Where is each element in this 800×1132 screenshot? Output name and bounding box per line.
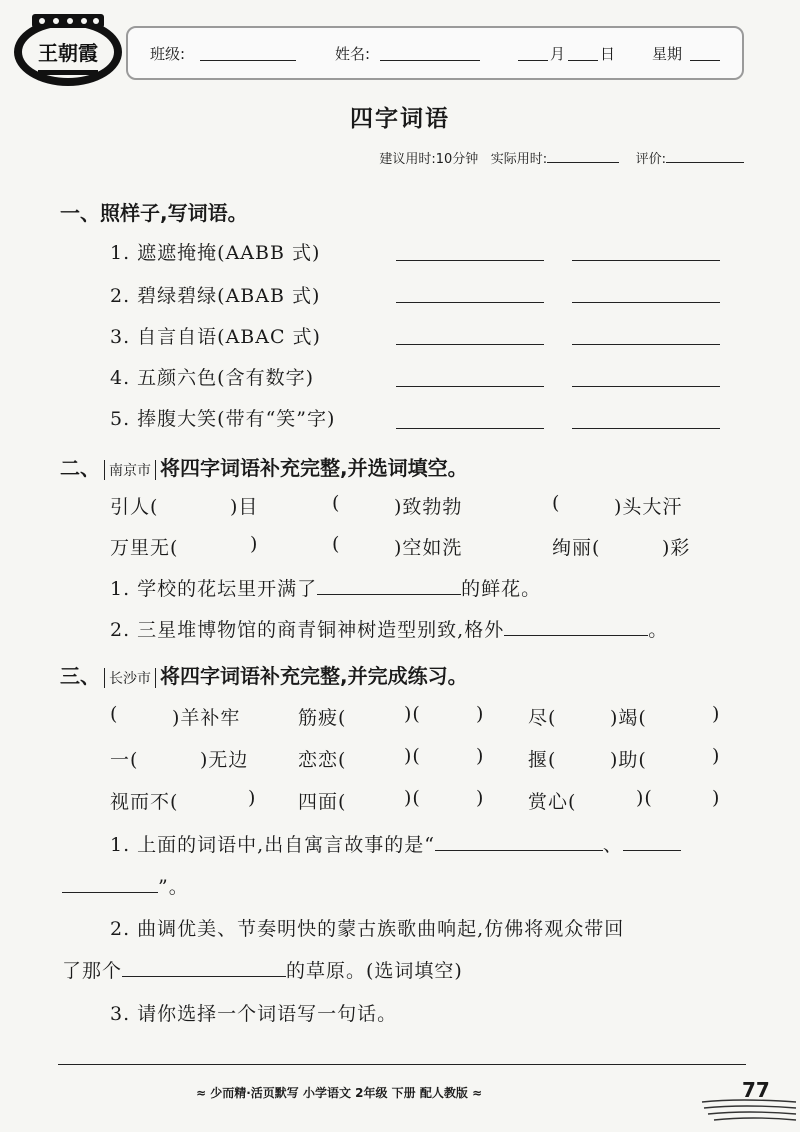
section1-item-5: 5. 捧腹大笑(带有“笑”字) — [110, 408, 336, 430]
section1-heading: 一、照样子,写词语。 — [60, 201, 248, 225]
idiom-fragment: ) — [712, 703, 721, 725]
class-label: 班级: — [150, 45, 186, 63]
idiom-fragment: 揠( — [528, 749, 557, 771]
answer-blank[interactable] — [623, 850, 681, 851]
idiom-fragment: 一( — [110, 749, 139, 771]
idiom-fragment: ) — [476, 787, 485, 809]
page-swirl-decoration — [700, 1092, 798, 1124]
section1-item-3: 3. 自言自语(ABAC 式) — [110, 326, 321, 348]
idiom-fragment: )( — [404, 745, 421, 767]
actual-time-field[interactable] — [547, 162, 619, 163]
section2-heading-text: 将四字词语补充完整,并选词填空。 — [160, 456, 468, 480]
section2-question-2 — [110, 615, 668, 642]
question-text: 。 — [648, 619, 669, 641]
time-info — [379, 148, 744, 167]
answer-line[interactable] — [572, 428, 720, 429]
section2-question-1 — [110, 574, 541, 601]
month-field[interactable] — [518, 60, 548, 61]
idiom-fragment: )( — [404, 787, 421, 809]
idiom-fragment: 恋恋( — [298, 749, 347, 771]
answer-line[interactable] — [396, 344, 544, 345]
idiom-fragment: 赏心( — [528, 791, 577, 813]
weekday-label: 星期 — [652, 45, 683, 63]
idiom-fragment: ) — [476, 703, 485, 725]
idiom-fragment: 四面( — [298, 791, 347, 813]
suggested-time: 建议用时:10分钟 — [379, 152, 479, 167]
section3-question-1 — [110, 830, 681, 857]
section1-item-2: 2. 碧绿碧绿(ABAB 式) — [110, 285, 321, 307]
idiom-fragment: )无边 — [200, 749, 249, 771]
idiom-fragment: )空如洗 — [394, 537, 463, 559]
section3-heading — [60, 660, 468, 689]
section2-number: 二、 — [60, 456, 100, 480]
section2-city-tag: 南京市 — [104, 460, 156, 480]
name-label: 姓名: — [335, 45, 371, 63]
question-text: 、 — [602, 834, 623, 856]
answer-blank[interactable] — [504, 635, 648, 636]
sentence-answer-line[interactable] — [58, 1064, 746, 1065]
section3-heading-text: 将四字词语补充完整,并完成练习。 — [160, 664, 468, 688]
name-field[interactable] — [380, 60, 480, 61]
idiom-fragment: )彩 — [662, 537, 691, 559]
answer-line[interactable] — [572, 344, 720, 345]
footer-text: ≈ 少而精·活页默写 小学语文 2年级 下册 配人教版 ≈ — [196, 1086, 483, 1100]
answer-blank[interactable] — [122, 976, 286, 977]
day-field[interactable] — [568, 60, 598, 61]
idiom-fragment: 尽( — [528, 707, 557, 729]
question-text: ”。 — [158, 876, 189, 898]
rating-label: 评价: — [635, 152, 666, 167]
idiom-fragment: ( — [332, 533, 341, 555]
question-text: 了那个 — [62, 960, 123, 982]
answer-blank[interactable] — [62, 892, 158, 893]
idiom-fragment: )致勃勃 — [394, 496, 463, 518]
idiom-fragment: ) — [250, 533, 259, 555]
idiom-fragment: )( — [404, 703, 421, 725]
idiom-fragment: ( — [552, 492, 561, 514]
idiom-fragment: )羊补牢 — [172, 707, 241, 729]
idiom-fragment: )助( — [610, 749, 647, 771]
question-text: 2. 三星堆博物馆的商青铜神树造型别致,格外 — [110, 619, 505, 641]
answer-line[interactable] — [572, 260, 720, 261]
idiom-fragment: )( — [636, 787, 653, 809]
question-text: 1. 学校的花坛里开满了 — [110, 578, 318, 600]
page-number: 77 — [742, 1078, 770, 1102]
idiom-fragment: ) — [476, 745, 485, 767]
idiom-fragment: 视而不( — [110, 791, 179, 813]
idiom-fragment: ) — [248, 787, 257, 809]
page-title: 四字词语 — [350, 106, 450, 132]
idiom-fragment: )目 — [230, 496, 259, 518]
idiom-fragment: 万里无( — [110, 537, 179, 559]
answer-blank[interactable] — [317, 594, 461, 595]
day-label: 日 — [600, 45, 616, 63]
answer-line[interactable] — [572, 302, 720, 303]
brand-logo — [12, 10, 124, 90]
brand-logo-text: 王朝霞 — [38, 41, 98, 65]
answer-line[interactable] — [396, 260, 544, 261]
idiom-fragment: ( — [110, 703, 119, 725]
class-field[interactable] — [200, 60, 296, 61]
question-text: 1. 上面的词语中,出自寓言故事的是“ — [110, 834, 435, 856]
idiom-fragment: 绚丽( — [552, 537, 601, 559]
answer-line[interactable] — [396, 386, 544, 387]
idiom-fragment: ) — [712, 787, 721, 809]
question-text: 的草原。(选词填空) — [286, 960, 463, 982]
section3-question-2: 2. 曲调优美、节奏明快的蒙古族歌曲响起,仿佛将观众带回 — [110, 918, 625, 940]
weekday-field[interactable] — [690, 60, 720, 61]
idiom-fragment: 筋疲( — [298, 707, 347, 729]
idiom-fragment: ) — [712, 745, 721, 767]
section2-heading — [60, 452, 468, 481]
idiom-fragment: )竭( — [610, 707, 647, 729]
section3-city-tag: 长沙市 — [104, 668, 156, 688]
section3-question-2-cont — [62, 956, 463, 983]
section3-number: 三、 — [60, 664, 100, 688]
answer-blank[interactable] — [435, 850, 603, 851]
section1-item-4: 4. 五颜六色(含有数字) — [110, 367, 314, 389]
idiom-fragment: 引人( — [110, 496, 159, 518]
answer-line[interactable] — [396, 302, 544, 303]
idiom-fragment: )头大汗 — [614, 496, 683, 518]
actual-time-label: 实际用时: — [490, 152, 548, 167]
section1-item-1: 1. 遮遮掩掩(AABB 式) — [110, 242, 321, 264]
section3-question-3: 3. 请你选择一个词语写一句话。 — [110, 1003, 398, 1025]
answer-line[interactable] — [396, 428, 544, 429]
idiom-fragment: ( — [332, 492, 341, 514]
section3-question-1-cont — [62, 872, 189, 899]
question-text: 的鲜花。 — [461, 578, 542, 600]
rating-field[interactable] — [666, 162, 744, 163]
answer-line[interactable] — [572, 386, 720, 387]
month-label: 月 — [550, 45, 566, 63]
